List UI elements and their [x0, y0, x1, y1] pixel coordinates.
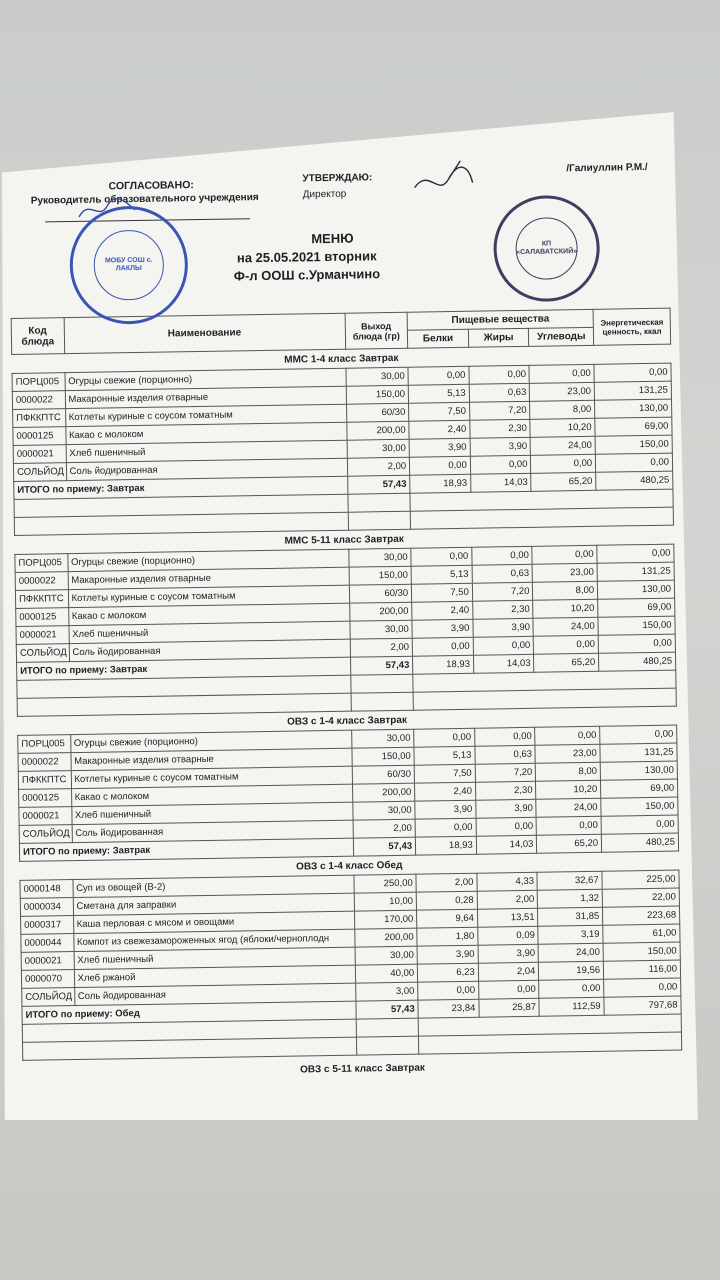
dish-protein: 0,00	[415, 818, 476, 837]
dish-code: ПФККПТС	[13, 409, 66, 428]
menu-table-body	[12, 344, 682, 1060]
dish-energy: 150,00	[598, 616, 675, 635]
dish-name: Соль йодированная	[66, 458, 347, 480]
dish-energy: 223,68	[603, 906, 680, 925]
dish-protein: 1,80	[417, 927, 478, 946]
dish-code: СОЛЬЙОД	[19, 825, 72, 844]
dish-protein: 7,50	[409, 402, 470, 421]
total-carbs: 65,20	[531, 472, 596, 491]
dish-energy: 131,25	[597, 562, 674, 581]
total-carbs: 65,20	[534, 653, 599, 672]
col-yield-header: Выход блюда (гр)	[345, 312, 408, 349]
total-fat: 14,03	[473, 654, 534, 673]
approve-position: Директор	[302, 188, 347, 201]
dish-carbs: 24,00	[531, 436, 596, 455]
total-carbs: 65,20	[537, 834, 602, 853]
dish-yield: 40,00	[355, 964, 418, 983]
dish-carbs: 10,20	[533, 599, 598, 618]
dish-carbs: 19,56	[539, 961, 604, 980]
dish-protein: 3,90	[417, 945, 478, 964]
dish-carbs: 32,67	[537, 871, 602, 890]
total-yield: 57,43	[353, 837, 416, 856]
total-yield: 57,43	[347, 475, 410, 494]
dish-code: ПОРЦ005	[12, 373, 65, 392]
dish-energy: 225,00	[602, 870, 679, 889]
dish-yield: 200,00	[354, 928, 417, 947]
dish-name: Макаронные изделия отварные	[68, 567, 349, 589]
dish-fat: 2,00	[477, 890, 538, 909]
dish-protein: 3,90	[415, 800, 476, 819]
dish-carbs: 24,00	[533, 617, 598, 636]
dish-yield: 30,00	[345, 367, 408, 386]
blank-cell	[348, 511, 411, 530]
dish-name: Макаронные изделия отварные	[71, 748, 352, 770]
dish-fat: 7,20	[469, 401, 530, 420]
dish-fat: 0,00	[472, 546, 533, 565]
dish-yield: 30,00	[349, 620, 412, 639]
blank-cell	[356, 1018, 419, 1037]
approve-label: УТВЕРЖДАЮ:	[302, 172, 373, 185]
dish-carbs: 0,00	[535, 726, 600, 745]
school-stamp-icon: МОБУ СОШ с. ЛАКЛЫ	[69, 205, 189, 325]
dish-protein: 0,00	[411, 547, 472, 566]
dish-protein: 2,40	[415, 782, 476, 801]
dish-protein: 0,00	[410, 456, 471, 475]
dish-carbs: 0,00	[536, 816, 601, 835]
dish-energy: 69,00	[598, 598, 675, 617]
dish-carbs: 1,32	[538, 889, 603, 908]
dish-fat: 2,30	[475, 781, 536, 800]
dish-yield: 60/30	[349, 584, 412, 603]
dish-carbs: 23,00	[530, 382, 595, 401]
dish-protein: 0,00	[414, 728, 475, 747]
dish-protein: 5,13	[411, 565, 472, 584]
total-energy: 480,25	[599, 652, 676, 671]
col-name-header: Наименование	[64, 313, 345, 353]
dish-name: Какао с молоком	[65, 422, 346, 444]
dish-name: Какао с молоком	[71, 784, 352, 806]
total-yield: 57,43	[355, 1000, 418, 1019]
dish-fat: 3,90	[470, 437, 531, 456]
dish-carbs: 0,00	[539, 979, 604, 998]
school-name: Ф-л ООШ с.Урманчино	[233, 266, 381, 284]
section-title: ОВЗ с 1-4 класс Завтрак	[287, 714, 408, 728]
dish-name: Компот из свежезамороженных ягод (яблоки/черноплодн	[73, 929, 354, 951]
dish-carbs: 8,00	[530, 400, 595, 419]
dish-protein: 0,00	[408, 366, 469, 385]
dish-name: Хлеб пшеничный	[74, 947, 355, 969]
dish-carbs: 0,00	[532, 545, 597, 564]
dish-code: 0000317	[21, 916, 74, 935]
dish-code: СОЛЬЙОД	[16, 644, 69, 663]
dish-code: 0000021	[13, 445, 66, 464]
dish-protein: 0,00	[412, 637, 473, 656]
dish-energy: 130,00	[600, 761, 677, 780]
blank-cell	[419, 1032, 682, 1054]
dish-protein: 2,00	[416, 873, 477, 892]
dish-energy: 131,25	[594, 381, 671, 400]
dish-energy: 69,00	[601, 779, 678, 798]
dish-energy: 130,00	[598, 580, 675, 599]
total-energy: 480,25	[601, 833, 678, 852]
section-title: ОВЗ с 1-4 класс Обед	[296, 859, 403, 873]
section-title: ММС 1-4 класс Завтрак	[284, 352, 399, 366]
dish-carbs: 0,00	[531, 454, 596, 473]
col-nutrients-header: Пищевые вещества	[407, 309, 593, 330]
dish-energy: 0,00	[601, 815, 678, 834]
menu-title: МЕНЮ	[311, 230, 354, 247]
dish-yield: 200,00	[346, 421, 409, 440]
dish-code: 0000125	[19, 789, 72, 808]
col-protein-header: Белки	[408, 329, 469, 348]
dish-carbs: 3,19	[538, 925, 603, 944]
dish-yield: 200,00	[352, 783, 415, 802]
dish-energy: 116,00	[603, 960, 680, 979]
dish-yield: 150,00	[349, 566, 412, 585]
dish-code: 0000022	[12, 391, 65, 410]
dish-name: Котлеты куриные с соусом томатным	[65, 404, 346, 426]
dish-name: Котлеты куриные с соусом томатным	[71, 766, 352, 788]
menu-document	[8, 139, 703, 1080]
dish-energy: 0,00	[596, 453, 673, 472]
dish-name: Соль йодированная	[72, 820, 353, 842]
dish-yield: 60/30	[346, 403, 409, 422]
dish-code: СОЛЬЙОД	[22, 988, 75, 1007]
col-fat-header: Жиры	[468, 328, 529, 347]
dish-energy: 150,00	[595, 435, 672, 454]
dish-yield: 2,00	[353, 819, 416, 838]
dish-code: 0000148	[20, 880, 73, 899]
dish-fat: 0,09	[478, 926, 539, 945]
blank-cell	[347, 493, 410, 512]
dish-protein: 9,64	[417, 909, 478, 928]
dish-protein: 7,50	[414, 764, 475, 783]
dish-fat: 13,51	[477, 908, 538, 927]
dish-fat: 2,30	[470, 419, 531, 438]
total-label: ИТОГО по приему: Завтрак	[17, 657, 351, 680]
total-label: ИТОГО по приему: Завтрак	[19, 838, 353, 861]
blank-cell	[350, 674, 413, 693]
dish-yield: 30,00	[348, 548, 411, 567]
dish-code: 0000021	[19, 807, 72, 826]
dish-yield: 30,00	[352, 801, 415, 820]
dish-energy: 69,00	[595, 417, 672, 436]
dish-name: Сметана для заправки	[73, 893, 354, 915]
total-energy: 480,25	[596, 471, 673, 490]
dish-code: 0000034	[20, 898, 73, 917]
dish-yield: 30,00	[351, 729, 414, 748]
dish-energy: 61,00	[603, 924, 680, 943]
dish-code: ПОРЦ005	[18, 735, 71, 754]
dish-name: Огурцы свежие (порционно)	[70, 730, 351, 752]
total-protein: 18,93	[413, 655, 474, 674]
total-label: ИТОГО по приему: Завтрак	[14, 476, 348, 499]
dish-protein: 2,40	[409, 420, 470, 439]
dish-name: Огурцы свежие (порционно)	[67, 549, 348, 571]
dish-yield: 200,00	[349, 602, 412, 621]
dish-energy: 150,00	[603, 942, 680, 961]
dish-fat: 0,00	[469, 365, 530, 384]
dish-fat: 0,00	[476, 817, 537, 836]
director-signature-icon	[408, 157, 479, 198]
dish-energy: 0,00	[598, 634, 675, 653]
dish-code: 0000044	[21, 934, 74, 953]
dish-carbs: 24,00	[538, 943, 603, 962]
col-energy-header: Энергетическая ценность, ккал	[593, 308, 670, 345]
dish-carbs: 31,85	[538, 907, 603, 926]
dish-code: 0000022	[15, 572, 68, 591]
total-yield: 57,43	[350, 656, 413, 675]
dish-yield: 170,00	[354, 910, 417, 929]
dish-fat: 7,20	[475, 763, 536, 782]
dish-energy: 150,00	[601, 797, 678, 816]
dish-protein: 0,28	[416, 891, 477, 910]
dish-name: Соль йодированная	[69, 639, 350, 661]
dish-name: Хлеб пшеничный	[69, 621, 350, 643]
dish-protein: 3,90	[409, 438, 470, 457]
dish-yield: 60/30	[352, 765, 415, 784]
dish-protein: 6,23	[418, 963, 479, 982]
dish-fat: 0,63	[472, 564, 533, 583]
dish-yield: 30,00	[347, 439, 410, 458]
dish-fat: 3,90	[478, 944, 539, 963]
dish-protein: 7,50	[412, 583, 473, 602]
dish-carbs: 8,00	[533, 581, 598, 600]
dish-code: 0000021	[16, 626, 69, 645]
dish-code: ПФККПТС	[18, 771, 71, 790]
dish-carbs: 24,00	[536, 798, 601, 817]
dish-energy: 131,25	[600, 743, 677, 762]
dish-fat: 7,20	[472, 582, 533, 601]
dish-fat: 0,00	[470, 455, 531, 474]
dish-name: Каша перловая с мясом и овощами	[73, 911, 354, 933]
dish-name: Хлеб пшеничный	[71, 802, 352, 824]
blank-cell	[23, 1037, 357, 1060]
dish-code: 0000022	[18, 753, 71, 772]
dish-energy: 0,00	[594, 363, 671, 382]
dish-code: 0000021	[21, 952, 74, 971]
dish-fat: 0,00	[473, 636, 534, 655]
dish-carbs: 23,00	[533, 563, 598, 582]
agreed-position: Руководитель образовательного учреждения	[30, 192, 259, 207]
dish-protein: 5,13	[408, 384, 469, 403]
total-energy: 797,68	[604, 996, 681, 1015]
dish-name: Огурцы свежие (порционно)	[65, 368, 346, 390]
col-carbs-header: Углеводы	[529, 327, 594, 346]
dish-name: Суп из овощей (В-2)	[73, 875, 354, 897]
section-title: ММС 5-11 класс Завтрак	[284, 533, 404, 547]
dish-yield: 10,00	[354, 892, 417, 911]
company-stamp-icon: КП «САЛАВАТСКИЙ»	[493, 195, 601, 303]
dish-carbs: 0,00	[529, 364, 594, 383]
dish-fat: 0,00	[478, 980, 539, 999]
dish-code: СОЛЬЙОД	[13, 463, 66, 482]
menu-date: на 25.05.2021 вторник	[236, 248, 377, 266]
dish-code: 0000070	[21, 970, 74, 989]
dish-name: Хлеб ржаной	[74, 965, 355, 987]
approver-name: /Галиуллин Р.М./	[566, 161, 648, 175]
dish-code: ПФККПТС	[15, 590, 68, 609]
dish-yield: 2,00	[350, 638, 413, 657]
blank-cell	[356, 1036, 419, 1055]
total-protein: 18,93	[416, 836, 477, 855]
dish-name: Какао с молоком	[68, 603, 349, 625]
dish-yield: 250,00	[353, 874, 416, 893]
dish-code: 0000125	[16, 608, 69, 627]
dish-code: 0000125	[13, 427, 66, 446]
dish-carbs: 10,20	[530, 418, 595, 437]
menu-table	[11, 308, 683, 1061]
next-section-title: ОВЗ с 5-11 класс Завтрак	[299, 1062, 425, 1076]
dish-protein: 2,40	[412, 601, 473, 620]
dish-energy: 0,00	[604, 978, 681, 997]
dish-yield: 30,00	[355, 946, 418, 965]
dish-energy: 22,00	[602, 888, 679, 907]
total-protein: 23,84	[418, 999, 479, 1018]
dish-energy: 0,00	[600, 725, 677, 744]
total-carbs: 112,59	[539, 997, 604, 1016]
dish-fat: 2,30	[472, 600, 533, 619]
dish-carbs: 8,00	[536, 762, 601, 781]
dish-name: Соль йодированная	[74, 983, 355, 1005]
total-fat: 25,87	[479, 998, 540, 1017]
dish-name: Макаронные изделия отварные	[65, 386, 346, 408]
total-fat: 14,03	[476, 835, 537, 854]
total-fat: 14,03	[470, 473, 531, 492]
dish-name: Котлеты куриные с соусом томатным	[68, 585, 349, 607]
dish-yield: 3,00	[355, 982, 418, 1001]
dish-fat: 0,63	[469, 383, 530, 402]
dish-fat: 0,63	[475, 745, 536, 764]
dish-name: Хлеб пшеничный	[66, 440, 347, 462]
total-protein: 18,93	[410, 474, 471, 493]
dish-yield: 2,00	[347, 457, 410, 476]
dish-fat: 3,90	[473, 618, 534, 637]
dish-energy: 130,00	[595, 399, 672, 418]
dish-carbs: 23,00	[535, 744, 600, 763]
total-label: ИТОГО по приему: Обед	[22, 1001, 356, 1024]
document-header	[8, 139, 691, 318]
agreed-label: СОГЛАСОВАНО:	[108, 179, 194, 193]
blank-cell	[351, 692, 414, 711]
dish-carbs: 0,00	[534, 635, 599, 654]
dish-protein: 3,90	[412, 619, 473, 638]
dish-yield: 150,00	[351, 747, 414, 766]
dish-fat: 4,33	[477, 872, 538, 891]
col-code-header: Код блюда	[11, 318, 64, 355]
dish-protein: 5,13	[414, 746, 475, 765]
dish-protein: 0,00	[418, 981, 479, 1000]
dish-fat: 3,90	[476, 799, 537, 818]
dish-carbs: 10,20	[536, 780, 601, 799]
dish-code: ПОРЦ005	[15, 554, 68, 573]
dish-fat: 2,04	[478, 962, 539, 981]
dish-energy: 0,00	[597, 544, 674, 563]
dish-yield: 150,00	[346, 385, 409, 404]
dish-fat: 0,00	[474, 727, 535, 746]
